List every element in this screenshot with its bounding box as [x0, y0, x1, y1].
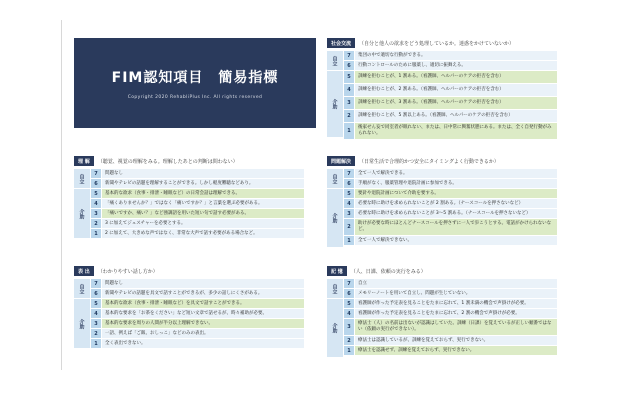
- list-item: [344, 236, 557, 245]
- level-description: 後家せん妄で同室者が眠れない、または、日中常に興奮状態にある。または、全く自発行動がみられない。: [355, 123, 557, 139]
- level-description: 集団の中で適切な行動ができる。: [355, 51, 557, 60]
- level-description: 訓練を拒むことが、2 割ある。（看護師、ヘルパーのケアの拒否を含む）: [355, 84, 557, 96]
- level-number: 3: [344, 319, 354, 335]
- level-description: 「痛くありませんか？」ではなく「痛いですか？」と言葉を選ぶ必要がある。: [102, 199, 304, 208]
- list-item: [344, 51, 557, 60]
- level-description: 療法士（人）の名前は出ないが認識はしていた。訓練（日課）を覚えているが正しい順番ではない（依頼の実行ができない）。: [355, 319, 557, 335]
- group-label-assist: 介助: [74, 299, 90, 348]
- level-description: 3 に加えてジェスチャーを必要とする。: [102, 219, 304, 228]
- level-number: 4: [91, 309, 101, 318]
- list-item: [91, 189, 304, 198]
- list-item: [344, 123, 557, 139]
- list-item: [91, 309, 304, 318]
- level-description: 基本的な要求を周りの人間が半分以上理解できない。: [102, 319, 304, 328]
- page-title: FIM認知項目 簡易指標: [111, 69, 279, 86]
- panel-memory: [327, 266, 557, 358]
- panel-social-interaction: [327, 38, 557, 140]
- level-number: 6: [91, 289, 101, 298]
- list-item: [344, 219, 557, 235]
- level-description: 新聞やテレビの話題を理解することができる。しかし軽度難聴などあり。: [102, 179, 304, 188]
- list-item: [344, 179, 557, 188]
- group-label-assist: 介助: [74, 189, 90, 238]
- scan-edge-line: [61, 20, 62, 370]
- level-description: 要針や退院計画について介助を要する。: [355, 189, 557, 198]
- list-item: [344, 71, 557, 83]
- level-description: 訓練を拒むことが、5 割以上ある。（看護師、ヘルパーのケアの拒否を含む）: [355, 110, 557, 122]
- level-description: 手順がなく、服薬管理や退院計画に参加できる。: [355, 179, 557, 188]
- list-item: [91, 199, 304, 208]
- level-number: 1: [344, 123, 354, 139]
- panel-problem-solving: [327, 156, 557, 248]
- list-item: [91, 209, 304, 218]
- panel-tag: 社会交流: [327, 38, 355, 48]
- panel-tag: 理 解: [74, 156, 94, 166]
- level-description: 全く表出できない。: [102, 339, 304, 348]
- panel-description: （聴覚、視覚の理解をみる。理解したあとの判断は問わない）: [97, 158, 238, 165]
- level-description: 自立: [355, 279, 557, 288]
- level-number: 1: [91, 339, 101, 348]
- list-item: [91, 289, 304, 298]
- list-item: [91, 169, 304, 178]
- level-description: 基本的な欲求（食事・排泄・睡眠など）を具文で話すことができる。: [102, 299, 304, 308]
- level-number: 3: [344, 209, 354, 218]
- level-number: 7: [91, 279, 101, 288]
- list-item: [344, 169, 557, 178]
- level-description: 新聞やテレビの話題を具文で話すことができるが、多少の話しにくさがある。: [102, 289, 304, 298]
- level-number: 1: [91, 229, 101, 238]
- level-description: 訓練を拒むことが、3 割ある。（看護師、ヘルパーのケアの拒否を含む）: [355, 97, 557, 109]
- group-label-independent: 自立: [74, 169, 90, 188]
- level-description: 療法士は認識しているが、訓練を覚えておらず、実行できない。: [355, 336, 557, 345]
- level-number: 1: [344, 346, 354, 355]
- panel-description: （日常生活で合理的かつ安全にタイミングよく行動できるか）: [359, 158, 499, 165]
- list-item: [91, 279, 304, 288]
- level-number: 2: [344, 110, 354, 122]
- panel-tag: 表 出: [74, 266, 94, 276]
- list-item: [91, 219, 304, 228]
- level-number: 2: [91, 219, 101, 228]
- list-item: [91, 299, 304, 308]
- group-label-independent: 自立: [327, 279, 343, 298]
- level-number: 7: [344, 51, 354, 60]
- list-item: [91, 329, 304, 338]
- list-item: [344, 209, 557, 218]
- level-number: 5: [344, 189, 354, 198]
- list-item: [344, 110, 557, 122]
- level-description: 看護師が作った予定表を見ることをたまに忘れて、2 割の機会で声掛けが必要。: [355, 309, 557, 318]
- level-description: 必要な時に助けを求められないことが 3〜5 割ある。（ナースコールを押さないなど）: [355, 209, 557, 218]
- copyright-text: Copyright 2020 RehabliPlus Inc. All rights reserved: [127, 94, 263, 100]
- list-item: [344, 309, 557, 318]
- group-label-assist: 介助: [327, 189, 343, 247]
- level-number: 4: [344, 84, 354, 96]
- level-number: 3: [344, 97, 354, 109]
- level-number: 1: [344, 236, 354, 245]
- panel-description: （わかりやすい話し方か）: [97, 268, 158, 275]
- level-description: 助けが必要な時にほとんどナースコールを押さずに一人で歩こうとする。電話がかけられないなど。: [355, 219, 557, 235]
- level-description: 基本的な要求を「お茶をください」など短い文章で話せるが、時々補助が必要。: [102, 309, 304, 318]
- panel-description: （人、日課、依頼の実行をみる）: [350, 268, 426, 275]
- list-item: [344, 336, 557, 345]
- level-number: 3: [91, 209, 101, 218]
- level-number: 2: [344, 219, 354, 235]
- list-item: [344, 319, 557, 335]
- level-description: 行動コントロールのために服薬し、適切に振舞える。: [355, 61, 557, 70]
- level-description: 問題なし: [102, 279, 304, 288]
- level-description: 2 に加えて、大きめな声ではなく、非常な大声で話す必要がある場合など。: [102, 229, 304, 238]
- group-label-assist: 介助: [327, 71, 343, 137]
- level-number: 7: [344, 279, 354, 288]
- level-description: 一語、例えば「ご飯、おしっこ」などのみの表出。: [102, 329, 304, 338]
- level-description: 全て一人で解決できない。: [355, 236, 557, 245]
- list-item: [344, 289, 557, 298]
- level-number: 3: [91, 319, 101, 328]
- list-item: [91, 339, 304, 348]
- level-number: 2: [91, 329, 101, 338]
- group-label-independent: 自立: [74, 279, 90, 298]
- list-item: [91, 319, 304, 328]
- level-description: 訓練を拒むことが、1 割ある。（看護師、ヘルパーのケアの拒否を含む）: [355, 71, 557, 83]
- panel-expression: [74, 266, 304, 349]
- list-item: [91, 179, 304, 188]
- level-number: 6: [344, 179, 354, 188]
- level-description: 全て一人で解決できる。: [355, 169, 557, 178]
- list-item: [344, 61, 557, 70]
- level-number: 2: [344, 336, 354, 345]
- level-description: 療法士を認識せず、訓練を覚えておらず、実行できない。: [355, 346, 557, 355]
- level-number: 6: [344, 289, 354, 298]
- list-item: [344, 279, 557, 288]
- level-description: 基本的な欲求（食事・排泄・睡眠など）の日常会話は理解できる。: [102, 189, 304, 198]
- list-item: [344, 97, 557, 109]
- list-item: [344, 84, 557, 96]
- level-description: 必要な時に助けを求められないことが 2 割ある。（ナースコールを押さないなど）: [355, 199, 557, 208]
- level-description: 問題なし: [102, 169, 304, 178]
- list-item: [344, 189, 557, 198]
- group-label-independent: 自立: [327, 51, 343, 70]
- level-number: 4: [91, 199, 101, 208]
- level-number: 5: [344, 299, 354, 308]
- list-item: [344, 199, 557, 208]
- level-number: 4: [344, 309, 354, 318]
- list-item: [344, 299, 557, 308]
- level-number: 6: [344, 61, 354, 70]
- list-item: [344, 346, 557, 355]
- panel-description: （自分と他人の欲求をどう処理しているか。迷惑をかけていないか）: [359, 40, 515, 47]
- panel-tag: 記 憶: [327, 266, 347, 276]
- panel-tag: 問題解決: [327, 156, 355, 166]
- group-label-independent: 自立: [327, 169, 343, 188]
- level-number: 7: [91, 169, 101, 178]
- panel-comprehension: [74, 156, 304, 239]
- level-number: 5: [344, 71, 354, 83]
- level-description: 「痛いですか、痛い？」など強調語を用いた短い句で話す必要がある。: [102, 209, 304, 218]
- level-description: 看護師が作った予定表を見ることをたまに忘れて、1 割未満の機会で声掛けが必要。: [355, 299, 557, 308]
- list-item: [91, 229, 304, 238]
- level-number: 5: [91, 299, 101, 308]
- level-description: メモリーノートを用いて自立し、問題が生じていない。: [355, 289, 557, 298]
- level-number: 6: [91, 179, 101, 188]
- level-number: 7: [344, 169, 354, 178]
- level-number: 4: [344, 199, 354, 208]
- level-number: 5: [91, 189, 101, 198]
- title-card: [74, 38, 316, 128]
- group-label-assist: 介助: [327, 299, 343, 357]
